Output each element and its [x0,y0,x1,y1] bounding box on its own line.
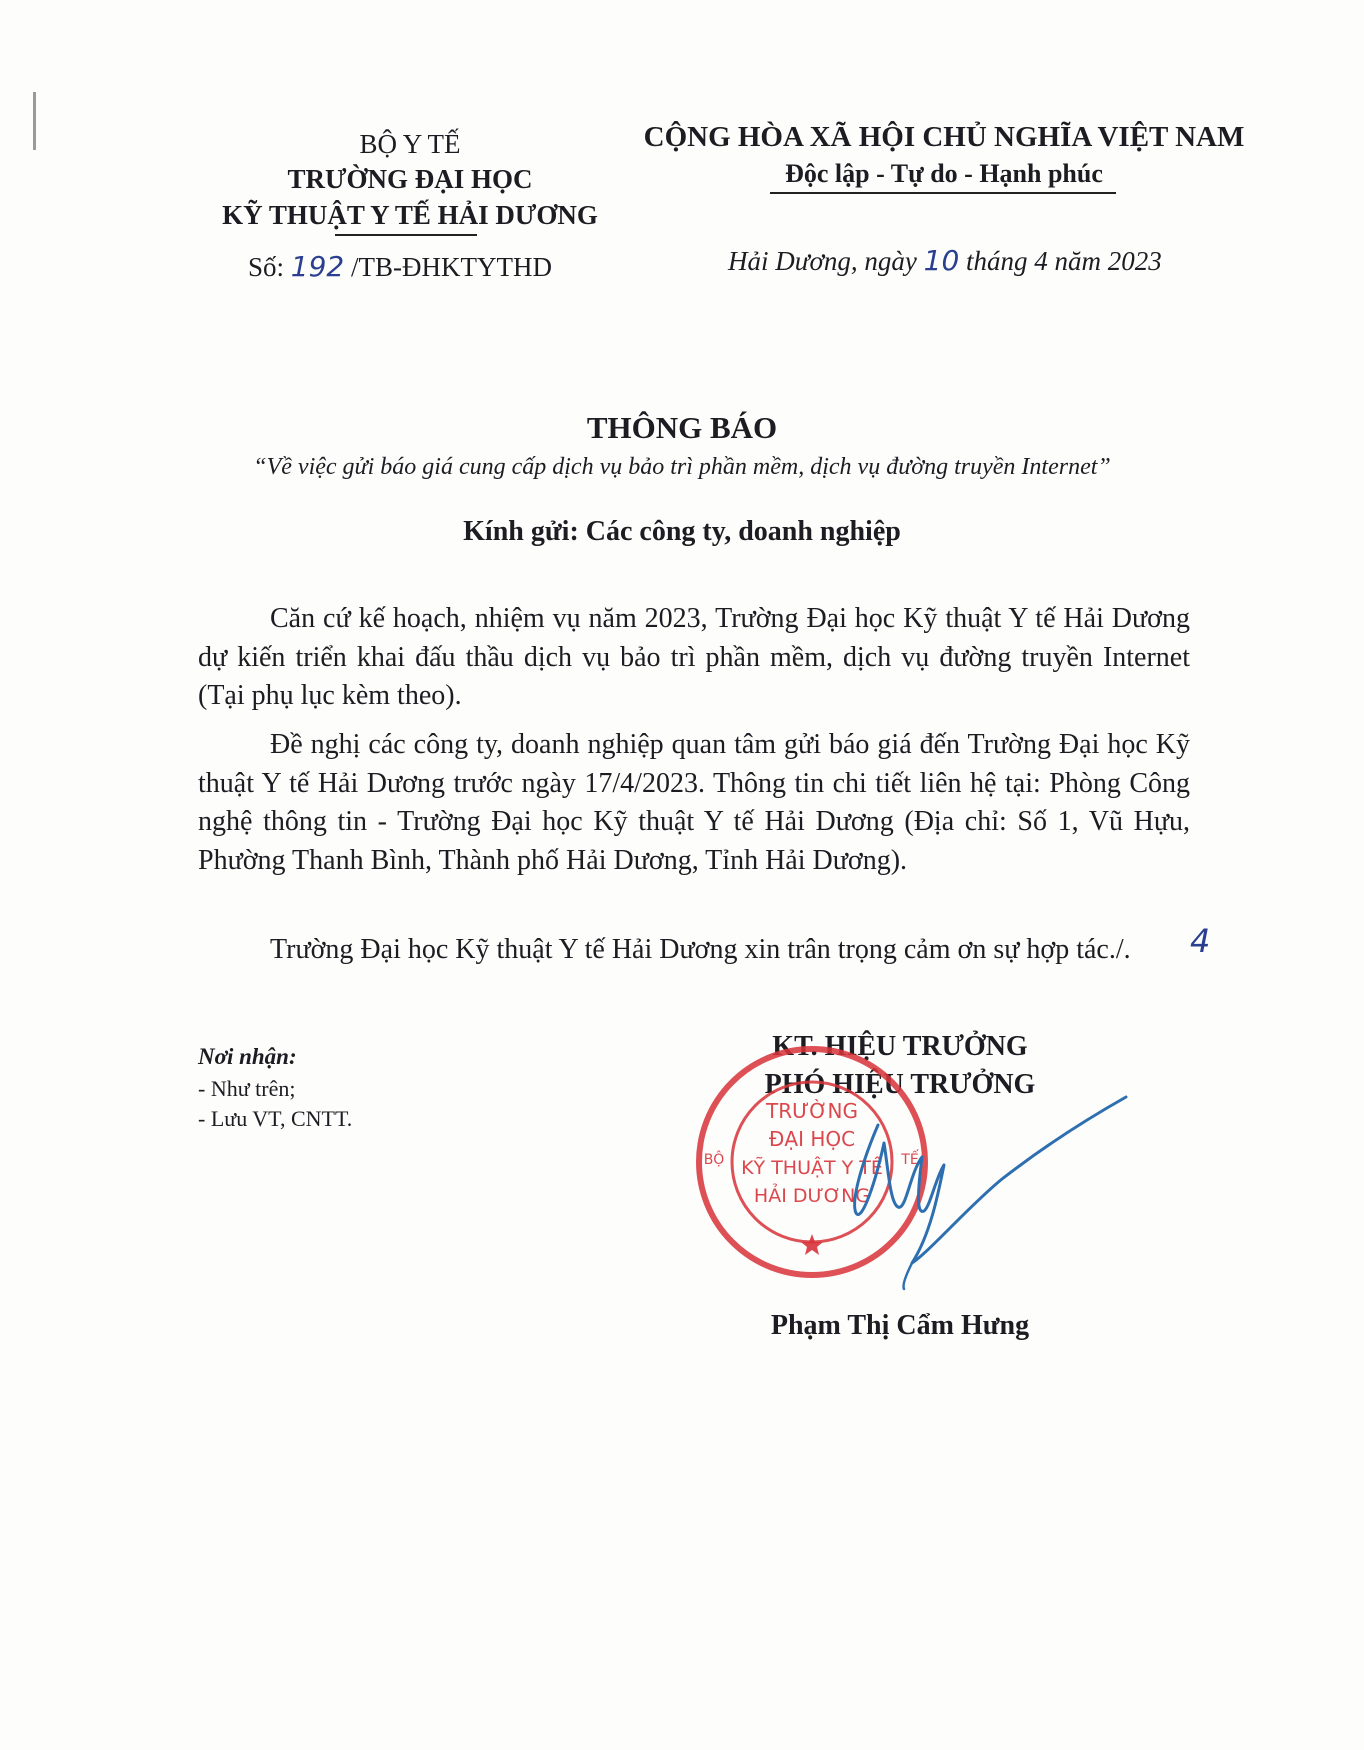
recipients-heading: Nơi nhận: [198,1044,297,1069]
document-subject: “Về việc gửi báo giá cung cấp dịch vụ bảo trì phần mềm, dịch vụ đường truyền Internet” [253,454,1111,480]
recipient-line: Kính gửi: Các công ty, doanh nghiệp [463,516,901,547]
document-title: THÔNG BÁO [586,410,778,445]
issuer-underline [335,234,477,236]
recipients-block [198,1040,598,1134]
stamp-text-line4: HẢI DƯƠNG [753,1185,871,1207]
signer-name: Phạm Thị Cẩm Hưng [770,1310,1030,1341]
date-day-handwritten: 10 [923,244,960,277]
date-line [728,244,1162,277]
scan-margin-mark [33,92,36,150]
university-name-line2: KỸ THUẬT Y TẾ HẢI DƯƠNG [222,200,598,230]
motto-underline [770,192,1116,194]
doc-number-suffix: /TB-ĐHKTYTHD [344,252,552,282]
handwritten-mark: 4 [1190,922,1211,960]
handwritten-signature-icon [820,1085,1140,1305]
stamp-text-line1: TRƯỜNG [766,1099,858,1123]
body-paragraph-2: Đề nghị các công ty, doanh nghiệp quan tâm gửi báo giá đến Trường Đại học Kỹ thuật Y tế Hải Dương trước ngày 17/4/2023. Thông tin chi tiết liên hệ tại: Phòng Công nghệ thông tin - Trường Đại học Kỹ thuật Y tế Hải Dương (Địa chỉ: Số 1, Vũ Hựu, Phường Thanh Bình, Thành phố Hải Dương, Tỉnh Hải Dương). [198,729,1190,876]
body-paragraph-3: Trường Đại học Kỹ thuật Y tế Hải Dương xin trân trọng cảm ơn sự hợp tác./. [270,934,1131,965]
ministry-name: BỘ Y TẾ [359,129,461,159]
date-prefix: Hải Dương, ngày [728,246,924,276]
signer-capacity: KT. HIỆU TRƯỞNG [772,1031,1028,1062]
recipient-item: - Lưu VT, CNTT. [198,1106,353,1131]
recipient-item: - Như trên; [198,1076,296,1101]
doc-number-handwritten: 192 [290,250,345,283]
issuer-header [175,128,645,233]
document-number [248,250,552,283]
date-suffix: tháng 4 năm 2023 [959,246,1162,276]
national-header [628,118,1260,192]
body-paragraph-1: Căn cứ kế hoạch, nhiệm vụ năm 2023, Trường Đại học Kỹ thuật Y tế Hải Dương dự kiến triển khai đấu thầu dịch vụ bảo trì phần mềm, dịch vụ đường truyền Internet (Tại phụ lục kèm theo). [198,603,1190,712]
signer-title: PHÓ HIỆU TRƯỞNG [764,1069,1036,1100]
stamp-ring-text-left: BỘ [703,1152,725,1168]
country-name: CỘNG HÒA XÃ HỘI CHỦ NGHĨA VIỆT NAM [643,121,1245,153]
university-name-line1: TRƯỜNG ĐẠI HỌC [287,164,533,194]
national-motto: Độc lập - Tự do - Hạnh phúc [785,159,1103,188]
stamp-text-line2: ĐẠI HỌC [768,1127,856,1151]
doc-number-prefix: Số: [248,252,291,282]
stamp-text-line3: KỸ THUẬT Y TẾ [741,1157,883,1179]
stamp-ring-text-right: TẾ [901,1152,919,1168]
